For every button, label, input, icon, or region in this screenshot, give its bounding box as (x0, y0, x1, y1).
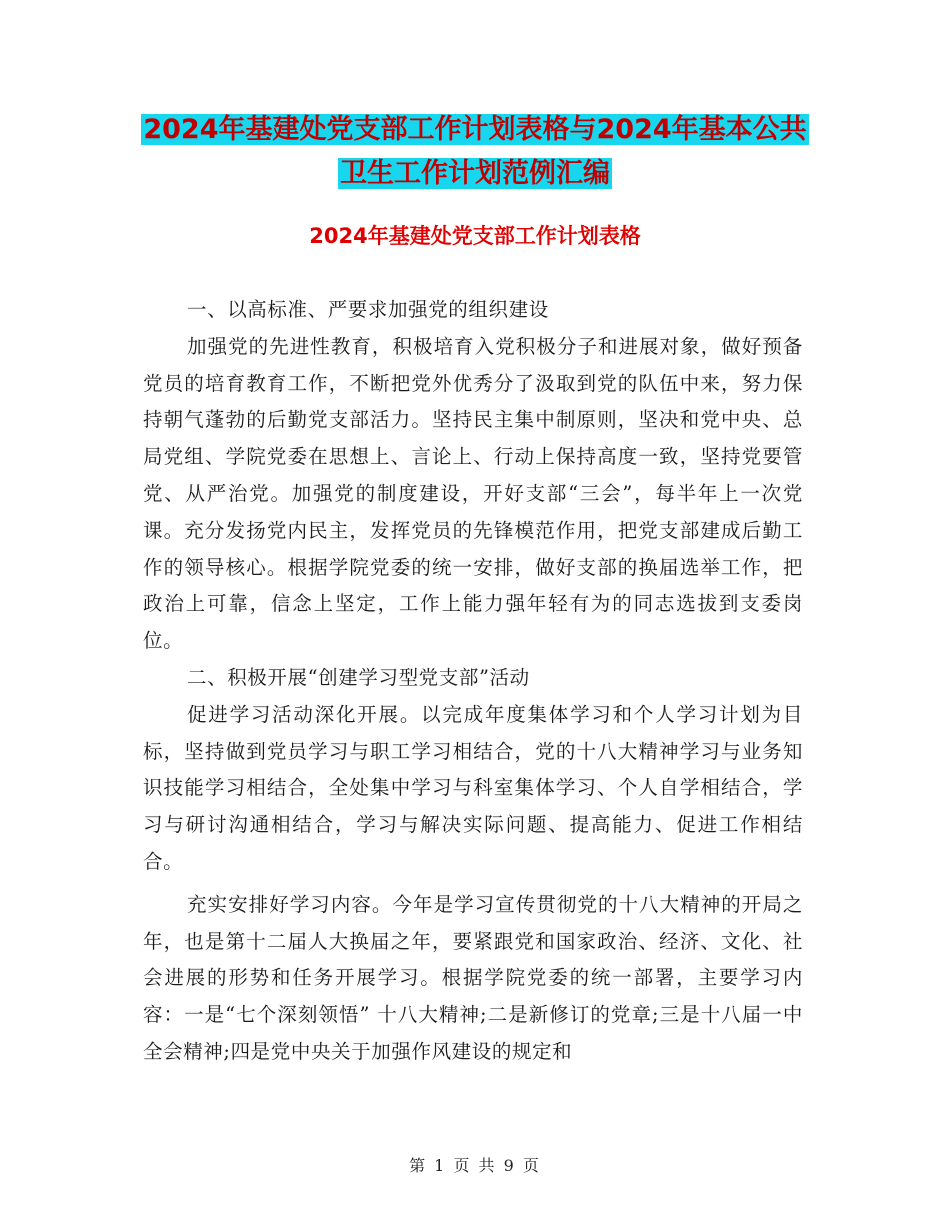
paragraph-1: 加强党的先进性教育，积极培育入党积极分子和进展对象，做好预备党员的培育教育工作，不断把党外优秀分了汲取到党的队伍中来，努力保持朝气蓬勃的后勤党支部活力。坚持民主集中制原则，坚决和党中央、总局党组、学院党委在思想上、言论上、行动上保持高度一致，坚持党要管党、从严治党。加强党的制度建设，开好支部“三会”，每半年上一次党课。充分发扬党内民主，发挥党员的先锋模范作用，把党支部建成后勤工作的领导核心。根据学院党委的统一安排，做好支部的换届选举工作，把政治上可靠，信念上坚定，工作上能力强年轻有为的同志选拔到支委岗位。 (143, 334, 803, 653)
page-number-footer: 第 1 页 共 9 页 (409, 1156, 541, 1175)
section-heading-1: 一、以高标准、严要求加强党的组织建设 (187, 298, 549, 321)
section-heading-2: 二、积极开展“创建学习型党支部”活动 (187, 665, 530, 689)
paragraph-2: 促进学习活动深化开展。以完成年度集体学习和个人学习计划为目标，坚持做到党员学习与职工学习相结合，党的十八大精神学习与业务知识技能学习相结合，全处集中学习与科室集体学习、个人自学相结合，学习与研讨沟通相结合，学习与解决实际问题、提高能力、促进工作相结合。 (143, 702, 803, 873)
document-body (143, 292, 803, 1071)
title-line-2: 卫生工作计划范例汇编 (340, 158, 610, 189)
document-title (0, 108, 950, 196)
title-line-1: 2024年基建处党支部工作计划表格与2024年基本公共 (143, 114, 807, 145)
section-subtitle: 2024年基建处党支部工作计划表格 (309, 224, 641, 248)
paragraph-3: 充实安排好学习内容。今年是学习宣传贯彻党的十八大精神的开局之年，也是第十二届人大换届之年，要紧跟党和国家政治、经济、文化、社会进展的形势和任务开展学习。根据学院党委的统一部署，主要学习内容：一是“七个深刻领悟” 十八大精神;二是新修订的党章;三是十八届一中全会精神;四是党中央关于加强作风建设的规定和 (143, 892, 803, 1063)
